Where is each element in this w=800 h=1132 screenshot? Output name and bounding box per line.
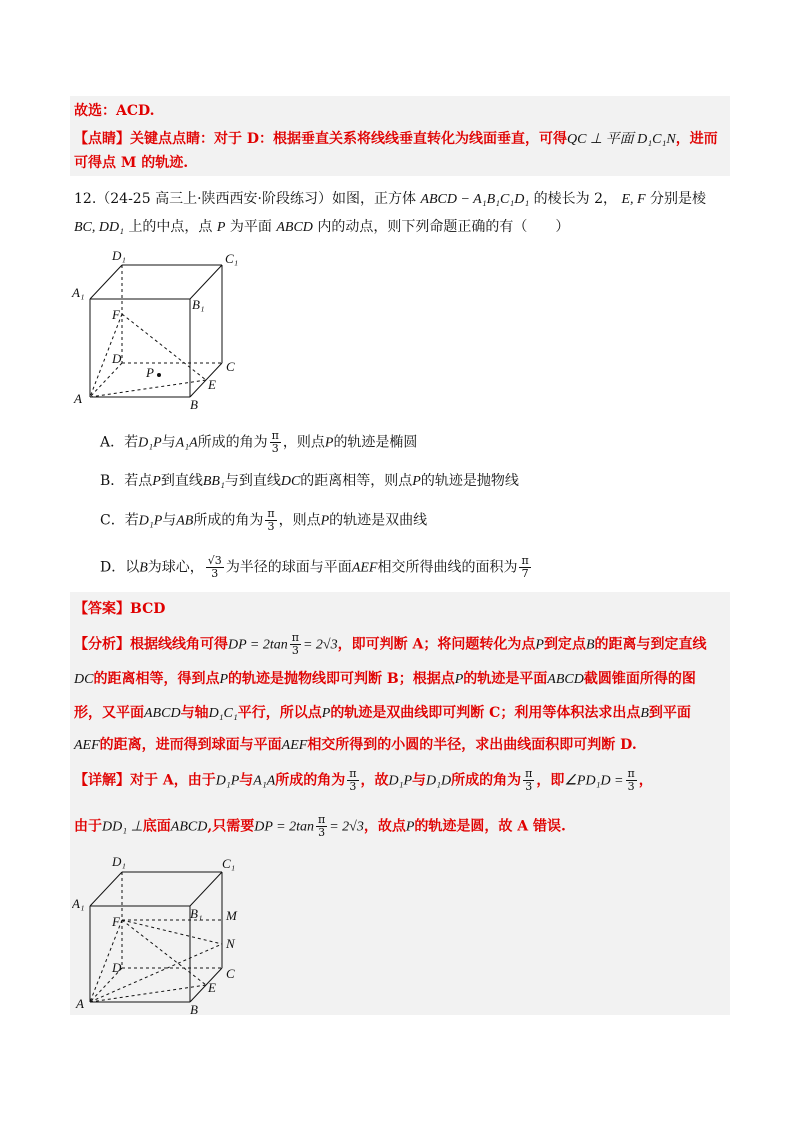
q12-text-a: 12.（24-25 高三上·陕西西安·阶段练习）如图，正方体: [74, 191, 416, 207]
detail-line1: [74, 768, 653, 793]
opt-a-mid: 与: [161, 434, 176, 451]
opt-a-post: ，则点: [282, 434, 325, 451]
opt-d-frac2-den: 7: [521, 567, 529, 580]
de-1g: ，故: [360, 772, 389, 789]
q12-math-p: P: [216, 220, 226, 235]
an-3a: 形，又平面: [74, 705, 144, 721]
de-1b: D₁P: [215, 773, 240, 789]
option-c: [100, 508, 427, 533]
q12-math-ef: E, F: [621, 192, 646, 207]
de-2b: DD₁ ⊥: [102, 819, 143, 835]
an-3e: 平行，所以点: [237, 705, 322, 721]
prev-tip-text-b: ，进而: [675, 131, 718, 147]
an-1m: DP = 2tan: [228, 637, 288, 653]
de-1j: D₁D: [426, 773, 452, 789]
opt-c-m3: P: [320, 513, 330, 529]
option-d: [100, 555, 533, 580]
fig1-label-d1: D₁: [112, 248, 126, 263]
an-2c: P: [219, 672, 229, 687]
opt-a-pre: A．若: [100, 434, 139, 451]
opt-a-frac-num: π: [271, 429, 279, 442]
de-1p: ，: [638, 772, 653, 789]
q12-math-abcd: ABCD: [276, 220, 313, 235]
analysis-line1: [74, 632, 707, 657]
de-2c: 底面: [142, 818, 171, 835]
de-1f-num: π: [349, 767, 357, 780]
opt-c-frac-den: 3: [267, 520, 275, 533]
de-1o-frac: [626, 768, 637, 793]
opt-a-m2: A₁A: [175, 435, 198, 451]
an-3i: 到平面: [648, 705, 691, 721]
fig2-label-d1: D₁: [112, 854, 126, 869]
de-2k: 的轨迹是圆，故 A 错误.: [414, 818, 566, 835]
de-1i: 与: [412, 772, 427, 789]
fig1-label-c: C: [226, 359, 235, 374]
opt-c-mid: 与: [162, 512, 177, 529]
prev-tip-text-a: 【点睛】关键点点睛：对于 D：根据垂直关系将线线垂直转化为线面垂直，可得: [74, 131, 568, 147]
fig1-label-b: B: [190, 397, 198, 410]
opt-c-mid2: 所成的角为: [193, 512, 264, 529]
opt-a-m3: P: [324, 435, 334, 451]
fig1-label-c1: C₁: [225, 251, 239, 266]
opt-d-mid3: 相交所得曲线的面积为: [377, 559, 518, 576]
analysis-line3: [74, 702, 691, 722]
q12-text-2d: 为平面: [229, 219, 272, 235]
q12-math-bc: BC, DD₁: [74, 220, 124, 235]
an-3b: ABCD: [144, 706, 181, 721]
de-2a: 由于: [74, 818, 102, 835]
fig2-label-c: C: [226, 966, 235, 981]
an-2e: P: [454, 672, 464, 687]
an-1d: 到定点: [543, 636, 586, 653]
an-2f: 的轨迹是平面: [463, 671, 548, 687]
detail-line2: [74, 814, 566, 839]
de-1f-frac: [347, 768, 358, 793]
de-2j: P: [405, 819, 415, 835]
de-2f: DP = 2tan: [254, 819, 314, 835]
an-1f-den: 3: [291, 644, 299, 657]
fig2-label-a1: A₁: [72, 896, 85, 911]
q12-text-b: 的棱长为 2，: [533, 191, 618, 207]
option-b: [100, 470, 519, 490]
option-a: [100, 430, 417, 455]
opt-c-end: 的轨迹是双曲线: [329, 512, 428, 529]
opt-d-mid: 为球心，: [147, 559, 204, 576]
de-1f-den: 3: [349, 780, 357, 793]
de-2h: = 2√3: [329, 819, 364, 835]
fig1-label-e: E: [208, 377, 216, 392]
de-1d: A₁A: [253, 773, 276, 789]
q12-text-d: 分别是棱: [650, 191, 707, 207]
opt-c-frac-num: π: [267, 507, 275, 520]
fig1-label-a: A: [74, 391, 82, 406]
q12-math-cube: ABCD − A₁B₁C₁D₁: [420, 192, 530, 207]
an-4b: 的距离，进而得到球面与平面: [99, 737, 282, 753]
opt-d-frac: [206, 555, 224, 580]
answer-label: 【答案】BCD: [74, 601, 166, 617]
previous-answer-block: [70, 96, 730, 176]
opt-c-m1: D₁P: [138, 513, 163, 529]
de-1l-den: 3: [525, 780, 533, 793]
an-2h: 截圆锥面所得的图: [583, 671, 696, 687]
prev-tip-math: QC ⊥ 平面 D₁C₁N: [567, 132, 676, 147]
de-2g-den: 3: [318, 826, 326, 839]
fig1-label-b1: B₁: [192, 297, 205, 312]
fig2-label-m: M: [226, 908, 237, 923]
q12-text-2f: 内的动点，则下列命题正确的有（ ）: [317, 219, 570, 235]
opt-b-mid: 到直线: [160, 473, 203, 489]
opt-a-m1: D₁P: [138, 435, 162, 451]
an-2d: 的轨迹是抛物线即可判断 B；根据点: [228, 671, 455, 687]
fig2-label-e: E: [208, 980, 216, 995]
fig2-label-c1: C₁: [222, 856, 236, 871]
opt-a-mid2: 所成的角为: [197, 434, 268, 451]
an-1f-num: π: [291, 631, 299, 644]
opt-d-m2: AEF: [351, 560, 378, 576]
opt-d-m1: B: [139, 560, 148, 576]
fig1-label-a1: A₁: [72, 285, 85, 300]
an-3g: 的轨迹是双曲线即可判断 C；利用等体积法求出点: [330, 705, 641, 721]
question-12-line2: [74, 216, 569, 236]
an-4a: AEF: [74, 738, 100, 753]
opt-c-m2: AB: [176, 513, 194, 529]
an-1c: P: [535, 637, 544, 653]
opt-b-pre: B．若点: [100, 473, 153, 489]
opt-c-pre: C．若: [100, 512, 139, 529]
an-4d: 相交所得到的小圆的半径，求出曲线面积即可判断 D.: [307, 737, 637, 753]
de-1o-den: 3: [627, 780, 635, 793]
an-2a: DC: [74, 672, 94, 687]
opt-b-m1: P: [152, 474, 161, 489]
de-2d: ABCD: [170, 819, 208, 835]
question-12-line1: [74, 188, 706, 208]
opt-c-post: ，则点: [278, 512, 321, 529]
de-1e: 所成的角为: [275, 772, 346, 789]
opt-d-frac-den: 3: [211, 567, 219, 580]
opt-b-m3: DC: [280, 474, 301, 489]
an-2g: ABCD: [547, 672, 584, 687]
fig2-label-n: N: [226, 936, 235, 951]
an-1b: ，即可判断 A；将问题转化为点: [337, 636, 536, 653]
fig2-label-f: F: [112, 914, 120, 929]
fig1-label-d: D: [112, 351, 122, 366]
answer-block: [70, 592, 730, 850]
opt-b-m4: P: [412, 474, 421, 489]
an-1a: 【分析】根据线线角可得: [74, 636, 228, 653]
analysis-line2: [74, 668, 696, 688]
de-2g-frac: [316, 814, 327, 839]
opt-d-frac2-num: π: [521, 554, 529, 567]
de-1h: D₁P: [388, 773, 413, 789]
fig1-label-p: P: [146, 365, 154, 380]
fig1-label-f: F: [112, 307, 120, 322]
prev-answer-text: 故选：ACD.: [74, 103, 155, 119]
opt-b-end: 的轨迹是抛物线: [420, 473, 519, 489]
cube-figure-1: [70, 245, 250, 410]
de-1l-num: π: [525, 767, 533, 780]
an-1e: B: [585, 637, 595, 653]
de-1n: ∠PD₁D =: [564, 773, 624, 789]
q12-text-2b: 上的中点，点: [128, 219, 213, 235]
opt-b-m2: BB₁: [202, 474, 225, 489]
opt-d-frac-num: √3: [207, 554, 222, 567]
an-3f: P: [321, 706, 331, 721]
an-3h: B: [640, 706, 649, 721]
prev-tip-line1: [74, 128, 718, 148]
opt-c-frac: [265, 508, 276, 533]
de-1m: ，即: [536, 772, 565, 789]
fig2-label-d: D: [112, 960, 122, 975]
de-2i: ，故点: [363, 818, 406, 835]
opt-b-mid3: 的距离相等，则点: [300, 473, 413, 489]
de-1k: 所成的角为: [451, 772, 522, 789]
opt-b-mid2: 与到直线: [224, 473, 281, 489]
prev-tip-line2: 可得点 M 的轨迹.: [74, 155, 189, 171]
an-3d: D₁C₁: [208, 706, 238, 721]
an-1-frac: [290, 632, 301, 657]
opt-a-frac-den: 3: [271, 442, 279, 455]
fig2-label-a: A: [76, 996, 84, 1011]
an-1m2: = 2√3: [302, 637, 338, 653]
fig2-label-b1: B₁: [190, 906, 203, 921]
de-1a: 【详解】对于 A，由于: [74, 772, 216, 789]
an-1g: 的距离与到定直线: [594, 636, 707, 653]
cube-figure-2: [72, 850, 252, 1015]
an-4c: AEF: [281, 738, 308, 753]
opt-d-pre: D．以: [100, 559, 140, 576]
de-1c: 与: [239, 772, 254, 789]
de-1o-num: π: [627, 767, 635, 780]
opt-d-mid2: 为半径的球面与平面: [225, 559, 352, 576]
de-2e: ,只需要: [207, 818, 255, 835]
opt-d-frac2: [519, 555, 530, 580]
de-2g-num: π: [317, 813, 326, 826]
analysis-line4: [74, 734, 637, 754]
opt-a-end: 的轨迹是椭圆: [333, 434, 418, 451]
opt-a-frac: [270, 430, 281, 455]
fig2-label-b: B: [190, 1002, 198, 1015]
an-3c: 与轴: [180, 705, 209, 721]
an-2b: 的距离相等，得到点: [93, 671, 220, 687]
de-1l-frac: [523, 768, 534, 793]
